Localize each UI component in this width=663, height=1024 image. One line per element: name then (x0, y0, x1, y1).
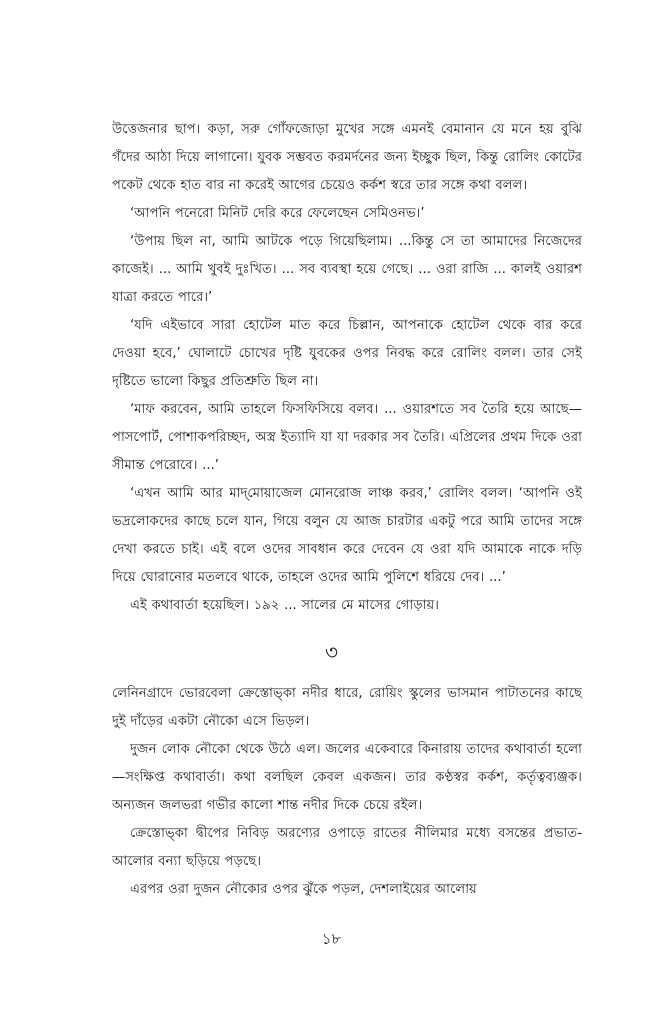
paragraph: ক্রেস্তোভ্কা দ্বীপের নিবিড় অরণ্যের ওপাড়ে রাতের নীলিমার মধ্যে বসন্তের প্রভাত-আলোর বন্যা ছড়িয়ে পড়ছে। (112, 826, 582, 869)
paragraph: এই কথাবার্তা হয়েছিল। ১৯২ ... সালের মে মাসের গোড়ায়। (130, 598, 440, 613)
paragraph: লেনিনগ্রাদে ভোরবেলা ক্রেস্তোভ্কা নদীর ধারে, রোয়িং স্কুলের ভাসমান পাটাতনের কাছে দুই দাঁড়ের একটা নৌকো এসে ভিড়ল। (112, 686, 582, 729)
paragraph: ‘উপায় ছিল না, আমি আটকে পড়ে গিয়েছিলাম। ...কিন্তু সে তা আমাদের নিজেদের কাজেই। ... আমি খুবই দুঃখিত। ... সব ব্যবস্থা হয়ে গেছে। ... ওরা রাজি ... কালই ওয়ারশ যাত্রা করতে পারে।’ (112, 234, 582, 305)
section-one-text (112, 116, 582, 620)
paragraph: দুজন লোক নৌকো থেকে উঠে এল। জলের একেবারে কিনারায় তাদের কথাবার্তা হলো—সংক্ষিপ্ত কথাবার্তা। কথা বলছিল কেবল একজন। তার কণ্ঠস্বর কর্কশ, কর্তৃত্বব্যঞ্জক। অন্যজন জলভরা গভীর কালো শান্ত নদীর দিকে চেয়ে রইল। (112, 742, 582, 813)
paragraph: ‘আপনি পনেরো মিনিট দেরি করে ফেলেছেন সেমিওনভ।’ (130, 206, 425, 221)
paragraph: উত্তেজনার ছাপ। কড়া, সরু গোঁফজোড়া মুখের সঙ্গে এমনই বেমানান যে মনে হয় বুঝি গঁদের আঠা দিয়ে লাগানো। যুবক সম্ভবত করমর্দনের জন্য ইচ্ছুক ছিল, কিন্তু রোলিং কোটের পকেট থেকে হাত বার না করেই আগের চেয়েও কর্কশ স্বরে তার সঙ্গে কথা বলল। (112, 122, 582, 193)
paragraph: এরপর ওরা দুজন নৌকোর ওপর ঝুঁকে পড়ল, দেশলাইয়ের আলোয় (130, 882, 477, 897)
paragraph: ‘এখন আমি আর মাদ্‌মোয়াজেল মোনরোজ লাঞ্চ করব,’ রোলিং বলল। ‘আপনি ওই ভদ্রলোকদের কাছে চলে যান, গিয়ে বলুন যে আজ চারটার একটু পরে আমি তাদের সঙ্গে দেখা করতে চাই। এই বলে ওদের সাবধান করে দেবেন যে ওরা যদি আমাকে নাকে দড়ি দিয়ে ঘোরানোর মতলবে থাকে, তাহলে ওদের আমি পুলিশে ধরিয়ে দেব। ...’ (112, 486, 582, 585)
section-number: ৩ (324, 640, 338, 664)
section-two-text (112, 680, 582, 904)
paragraph: ‘মাফ করবেন, আমি তাহলে ফিসফিসিয়ে বলব। ... ওয়ারশতে সব তৈরি হয়ে আছে—পাসপোর্ট, পোশাকপরিচ্ছদ, অস্ত্র ইত্যাদি যা যা দরকার সব তৈরি। এপ্রিলের প্রথম দিকে ওরা সীমান্ত পেরোবে। ...’ (112, 402, 582, 473)
page-number: ১৮ (321, 930, 342, 948)
paragraph: ‘যদি এইভাবে সারা হোটেল মাত করে চিল্লান, আপনাকে হোটেল থেকে বার করে দেওয়া হবে,’ ঘোলাটে চোখের দৃষ্টি যুবকের ওপর নিবদ্ধ করে রোলিং বলল। তার সেই দৃষ্টিতে ভালো কিছুর প্রতিশ্রুতি ছিল না। (112, 318, 582, 389)
